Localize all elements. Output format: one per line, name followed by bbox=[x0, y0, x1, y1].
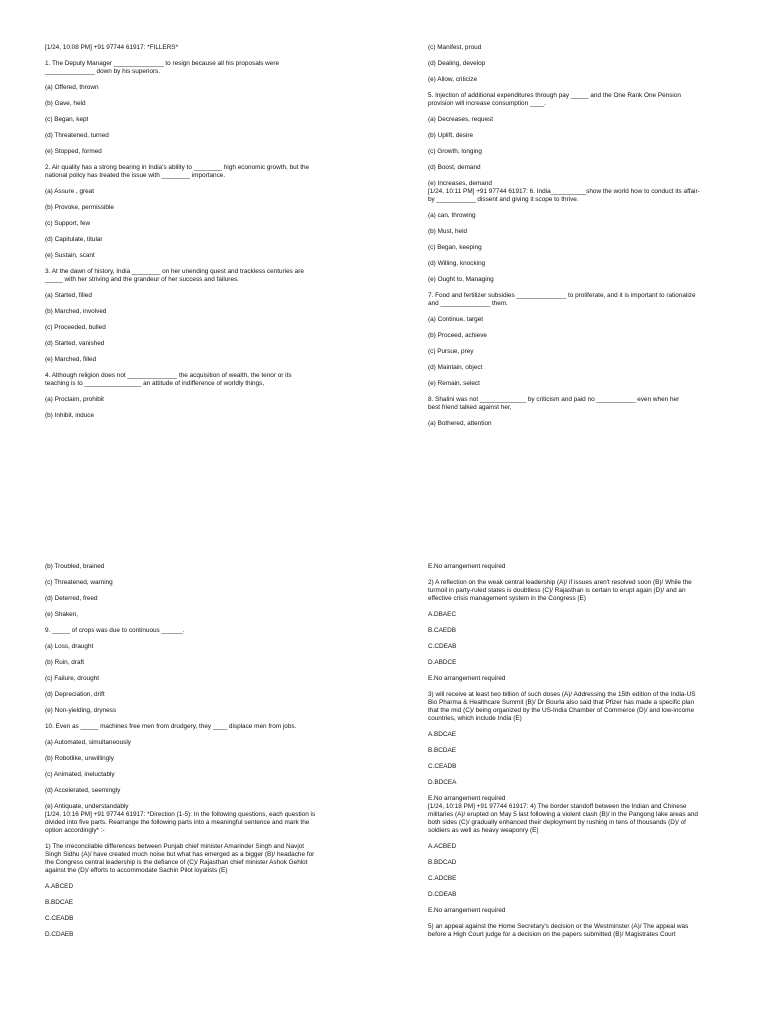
text-line: (c) Threatened, warning bbox=[45, 579, 113, 586]
text-line: (a) Continue, target bbox=[428, 316, 484, 323]
text-line: (b) Marched, involved bbox=[45, 308, 107, 315]
text-line: [1/24, 10:08 PM] +91 97744 61917: *FILLERS* bbox=[45, 44, 179, 51]
text-line: (b) Gave, held bbox=[45, 100, 86, 107]
text-line: 8. Shalini was not _____________ by criticism and paid no ___________ even when her best friend talked against her, bbox=[428, 396, 680, 411]
text-line: (c) Support, few bbox=[45, 220, 91, 227]
text-line: (c) Began, keeping bbox=[428, 244, 482, 251]
text-line: 3) will receive at least two billion of such doses (A)/ Addressing the 15th edition of the India-US Bio Pharma & Healthcare Summit (B)/ Dr Bourla also said that Pfizer has made a specific plan that the mid (C)/ being organized by the US-India Chamber of Commerce (D)/ and low-income countries, which include India (E) bbox=[428, 691, 696, 722]
text-line: E.No arrangement required bbox=[428, 563, 506, 570]
text-line: (b) Ruin, draft bbox=[45, 659, 85, 666]
text-line: D.ABDCE bbox=[428, 659, 457, 666]
text-line: A.BDCAE bbox=[428, 731, 457, 738]
text-line: 5. Injection of additional expenditures through pay _____ and the One Rank One Pension provision will increase consumption ____. bbox=[428, 92, 681, 107]
text-line: 1. The Deputy Manager ______________ to resign because all his proposals were ______________ down by his superiors. bbox=[45, 60, 280, 75]
text-line: 4. Although religion does not ______________ the acquisition of wealth, the tenor or its teaching is to ________________ an attitude of indifference of worldly things, bbox=[45, 372, 292, 387]
text-line: (a) Assure , great bbox=[45, 188, 95, 195]
text-line: A.DBAEC bbox=[428, 611, 457, 618]
text-line: (d) Boost, demand bbox=[428, 164, 481, 171]
text-line: 2. Air quality has a strong bearing in India's ability to ________ high economic growth, but the national policy has treated the issue with ________ importance. bbox=[45, 164, 310, 179]
text-line: C.CEADB bbox=[45, 915, 74, 922]
text-line: (e) Stopped, formed bbox=[45, 148, 102, 155]
text-line: 1) The irreconcilable differences between Punjab chief minister Amarinder Singh and Navjot Singh Sidhu (A)/ have created much noise but what has emerged as a bigger (B)/ headache for the Congress central leadership is the defiance of (C)/ Rajasthan chief minister Ashok Gehlot against the (D)/ efforts to accommodate Sachin Pilot loyalists (E) bbox=[45, 843, 315, 874]
text-line: C.ADCBE bbox=[428, 875, 457, 882]
text-line: E.No arrangement required bbox=[428, 907, 506, 914]
text-line: (c) Failure, drought bbox=[45, 675, 99, 682]
text-line: (a) Started, filled bbox=[45, 292, 92, 299]
text-line: (e) Remain, select bbox=[428, 380, 480, 387]
text-line: (b) Must, held bbox=[428, 228, 468, 235]
text-line: 9. _____ of crops was due to continuous ______. bbox=[45, 627, 185, 634]
text-line: 2) A reflection on the weak central leadership (A)/ if issues aren't resolved soon (B)/ While the turmoil in party-ruled states is doubtless (C)/ Rajasthan is certain to erupt again (D)/ and an effective crisis management system in the Congress (E) bbox=[428, 579, 692, 602]
text-line: D.BDCEA bbox=[428, 779, 457, 786]
text-line: (d) Deterred, freed bbox=[45, 595, 98, 602]
text-line: 10. Even as _____ machines free men from drudgery, they ____ displace men from jobs. bbox=[45, 723, 297, 730]
text-line: (d) Accelerated, seemingly bbox=[45, 787, 121, 794]
text-line: (b) Troubled, brained bbox=[45, 563, 105, 570]
text-line: (c) Began, kept bbox=[45, 116, 89, 123]
text-line: (b) Uplift, desire bbox=[428, 132, 474, 139]
text-line: (b) Provoke, permissible bbox=[45, 204, 114, 211]
text-line: (c) Manifest, proud bbox=[428, 44, 482, 51]
text-line: 3. At the dawn of history, India ________ on her unending quest and trackless centuries are _____ with her striving and the grandeur of her success and failures. bbox=[45, 268, 304, 283]
text-line: (a) Automated, simultaneously bbox=[45, 739, 131, 746]
text-line: (e) Allow, criticize bbox=[428, 76, 478, 83]
text-line: (a) Bothered, attention bbox=[428, 420, 492, 427]
text-line: (c) Proceeded, bulled bbox=[45, 324, 106, 331]
text-line: B.BCDAE bbox=[428, 747, 457, 754]
text-line: C.CEADB bbox=[428, 763, 457, 770]
text-line: A.ACBED bbox=[428, 843, 457, 850]
text-line: (e) Non-yielding, dryness bbox=[45, 707, 117, 714]
text-line: (e) Antiquate, understandably [1/24, 10:16 PM] +91 97744 61917: *Direction (1-5): In the following questions, each question is divided into five parts. Rearrange the following parts into a meaningful sentence and mark the option accordingly* :- bbox=[45, 803, 316, 834]
text-line: E.No arrangement required bbox=[428, 675, 506, 682]
text-line: (b) Inhibit, induce bbox=[45, 412, 95, 419]
text-line: (a) Proclaim, prohibit bbox=[45, 396, 104, 403]
text-line: (d) Threatened, turned bbox=[45, 132, 109, 139]
text-line: (e) Sustain, scant bbox=[45, 252, 95, 259]
text-line: (e) Increases, demand [1/24, 10:11 PM] +91 97744 61917: 6. India__________show the world how to conduct its affair- by ___________ dissent and giving it scope to thrive. bbox=[428, 180, 700, 203]
text-line: D.CDEAB bbox=[428, 891, 457, 898]
text-line: (d) Willing, knocking bbox=[428, 260, 486, 267]
text-line: (a) Decreases, request bbox=[428, 116, 493, 123]
text-line: (c) Animated, ineluctably bbox=[45, 771, 115, 778]
text-line: (d) Started, vanished bbox=[45, 340, 105, 347]
text-line: C.CDEAB bbox=[428, 643, 457, 650]
text-line: (e) Shaken, bbox=[45, 611, 79, 618]
text-line: (d) Dealing, develop bbox=[428, 60, 486, 67]
page2-right-column bbox=[428, 563, 728, 947]
text-line: 5) an appeal against the Home Secretary's decision or the Westminster (A)/ The appeal was before a High Court judge for a decision on the papers submitted (B)/ Magistrates Court bbox=[428, 923, 689, 938]
text-line: (e) Marched, filled bbox=[45, 356, 97, 363]
text-line: B.CAEDB bbox=[428, 627, 457, 634]
text-line: B.BDCAE bbox=[45, 899, 74, 906]
text-line: (b) Robotlike, unwillingly bbox=[45, 755, 114, 762]
text-line: 7. Food and fertilizer subsidies ______________ to proliferate, and it is important to rationalize and ______________ them. bbox=[428, 292, 696, 307]
text-line: (c) Growth, longing bbox=[428, 148, 482, 155]
text-line: E.No arrangement required [1/24, 10:18 PM] +91 97744 61917: 4) The border standoff between the Indian and Chinese militaries (A)/ erupted on May 5 last following a violent clash (B)/ in the Pangong lake areas and both sides (C)/ gradually enhanced their deployment by rushing in tens of thousands (D)/ of soldiers as well as heavy weaponry (E) bbox=[428, 795, 698, 834]
text-line: (a) can, throwing bbox=[428, 212, 476, 219]
text-line: (d) Capitulate, titular bbox=[45, 236, 103, 243]
text-line: (e) Ought to, Managing bbox=[428, 276, 494, 283]
text-line: (b) Proceed, achieve bbox=[428, 332, 487, 339]
text-line: (a) Offered, thrown bbox=[45, 84, 99, 91]
page2-left-column bbox=[45, 563, 345, 947]
text-line: A.ABCED bbox=[45, 883, 74, 890]
text-line: (d) Depreciation, drift bbox=[45, 691, 105, 698]
page1-left-column bbox=[45, 44, 345, 428]
page1-right-column bbox=[428, 44, 728, 436]
text-line: (a) Loss, draught bbox=[45, 643, 94, 650]
text-line: (d) Maintain, object bbox=[428, 364, 483, 371]
text-line: D.CDAEB bbox=[45, 931, 74, 938]
text-line: (c) Pursue, prey bbox=[428, 348, 474, 355]
text-line: B.BDCAD bbox=[428, 859, 457, 866]
